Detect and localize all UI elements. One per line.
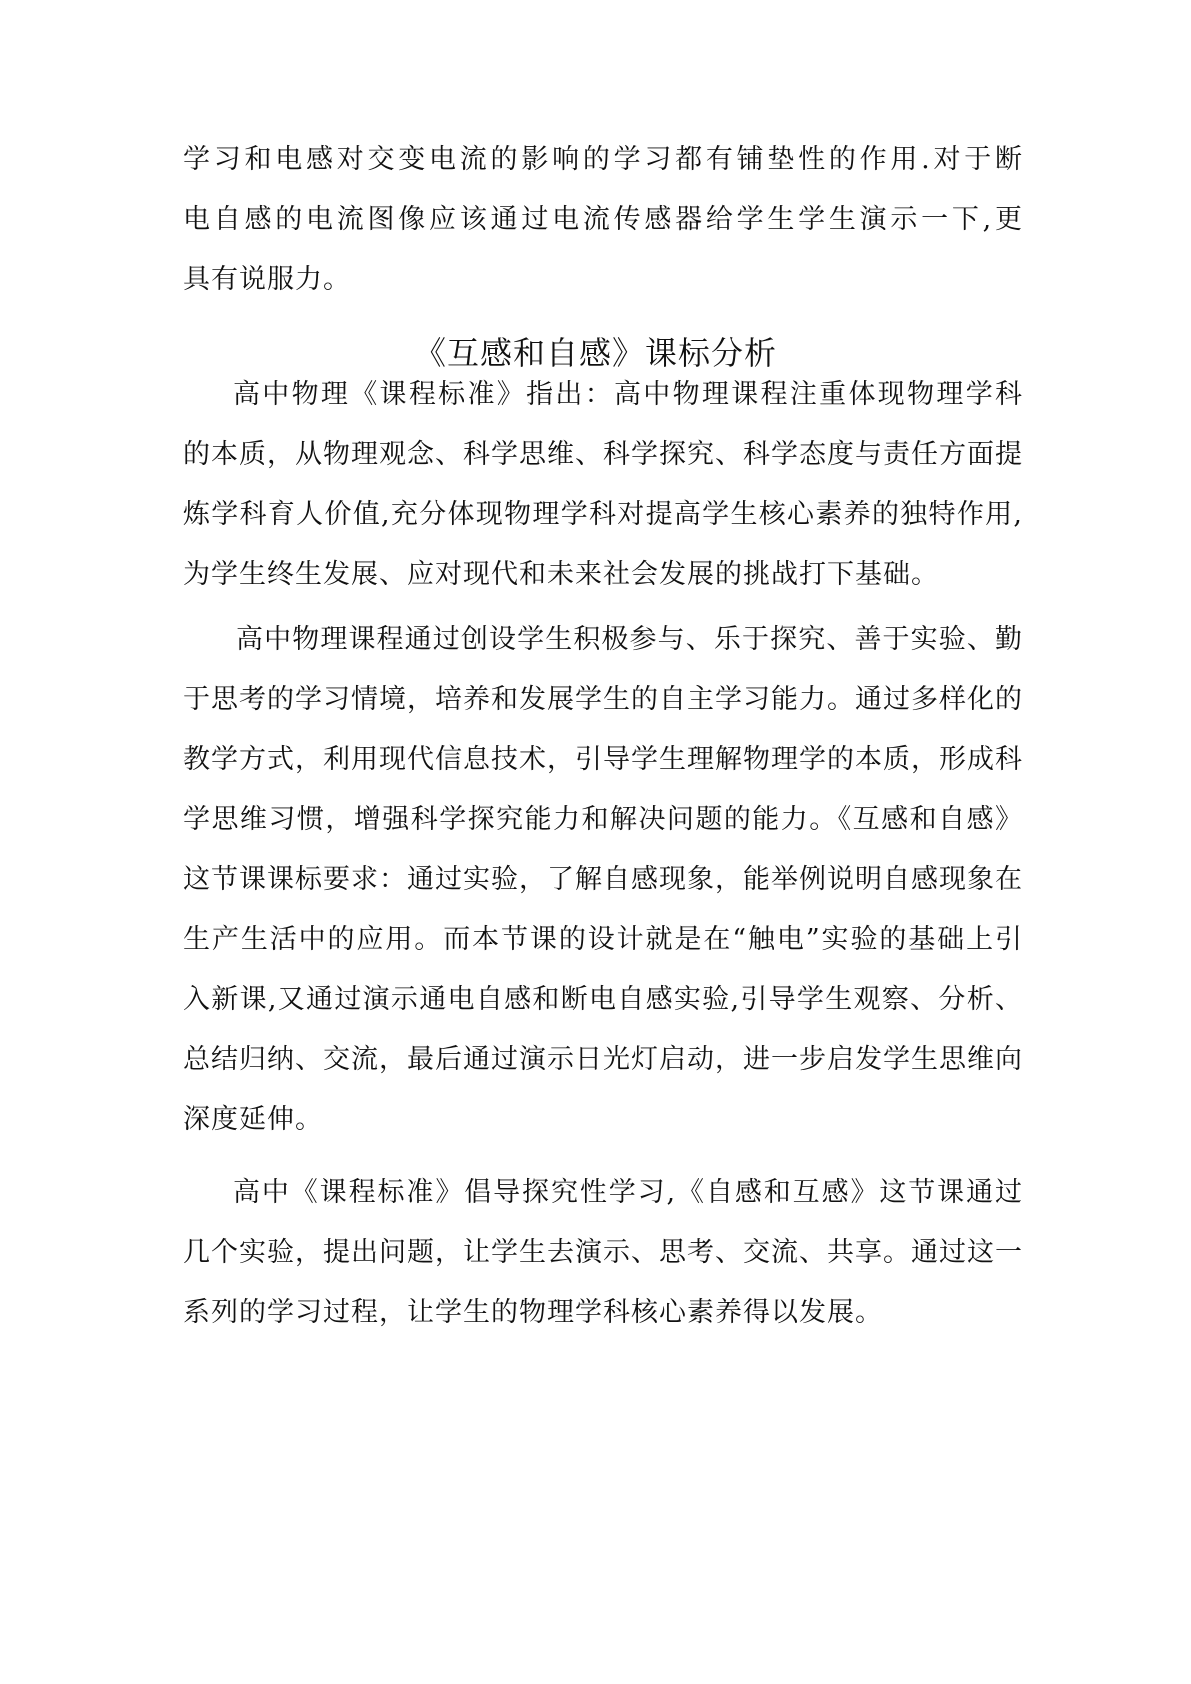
paragraph3-line-3: 系列的学习过程，让学生的物理学科核心素养得以发展。	[183, 1297, 883, 1328]
paragraph1-line-1: 高中物理《课程标准》指出：高中物理课程注重体现物理学科	[233, 379, 1023, 410]
paragraph2-line-6: 生产生活中的应用。而本节课的设计就是在“触电”实验的基础上引	[183, 924, 1023, 955]
paragraph2-line-3: 教学方式，利用现代信息技术，引导学生理解物理学的本质，形成科	[183, 744, 1023, 775]
intro-line-2: 电自感的电流图像应该通过电流传感器给学生学生演示一下,更	[183, 204, 1023, 235]
paragraph2-line-2: 于思考的学习情境，培养和发展学生的自主学习能力。通过多样化的	[183, 684, 1023, 715]
paragraph3-line-2: 几个实验，提出问题，让学生去演示、思考、交流、共享。通过这一	[183, 1237, 1023, 1268]
paragraph1-line-4: 为学生终生发展、应对现代和未来社会发展的挑战打下基础。	[183, 559, 939, 590]
paragraph1-line-2: 的本质，从物理观念、科学思维、科学探究、科学态度与责任方面提	[183, 439, 1023, 470]
paragraph1-line-3: 炼学科育人价值,充分体现物理学科对提高学生核心素养的独特作用,	[183, 499, 1023, 530]
paragraph2-line-7: 入新课,又通过演示通电自感和断电自感实验,引导学生观察、分析、	[183, 984, 1023, 1015]
paragraph2-line-8: 总结归纳、交流，最后通过演示日光灯启动，进一步启发学生思维向	[183, 1044, 1023, 1075]
paragraph2-line-4: 学思维习惯，增强科学探究能力和解决问题的能力。《互感和自感》	[183, 804, 1023, 835]
paragraph3-line-1: 高中《课程标准》倡导探究性学习,《自感和互感》这节课通过	[233, 1177, 1023, 1208]
paragraph2-line-1: 高中物理课程通过创设学生积极参与、乐于探究、善于实验、勤	[236, 624, 1023, 655]
paragraph2-line-5: 这节课课标要求：通过实验，了解自感现象，能举例说明自感现象在	[183, 864, 1023, 895]
intro-line-3: 具有说服力。	[183, 264, 351, 295]
paragraph2-line-9: 深度延伸。	[183, 1104, 323, 1135]
section-title: 《互感和自感》课标分析	[413, 334, 777, 372]
intro-line-1: 学习和电感对交变电流的影响的学习都有铺垫性的作用.对于断	[183, 144, 1023, 175]
